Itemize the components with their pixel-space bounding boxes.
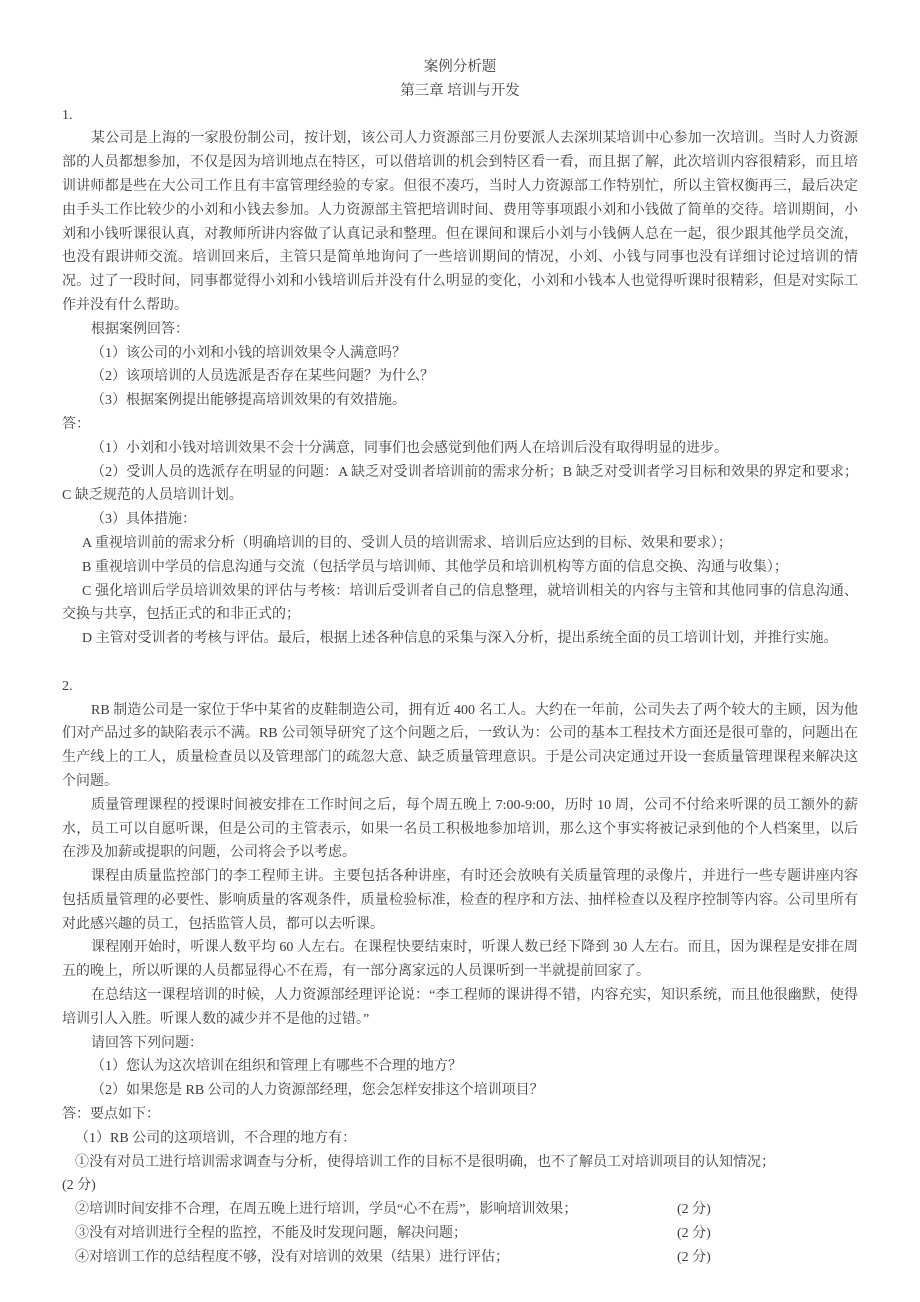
case1-answer-3: （3）具体措施： (91, 512, 196, 528)
case2-question-1: （1）您认为这次培训在组织和管理上有哪些不合理的地方？ (91, 1059, 462, 1075)
case1-answer-2: （2）受训人员的选派存在明显的问题：A 缺乏对受训者培训前的需求分析；B 缺乏对受训者学习目标和效果的界定和要求；C 缺乏规范的人员培训计划。 (62, 464, 858, 504)
case2-point-3-text: ③没有对培训进行全程的监控，不能及时发现问题，解决问题； (75, 1226, 467, 1242)
case2-paragraph-3: 课程由质量监控部门的李工程师主讲。主要包括各种讲座，有时还会放映有关质量管理的录像片，并进行一些专题讲座内容包括质量管理的必要性、影响质量的客观条件，质量检验标准，检查的程序和方法、抽样检查以及程序控制等内容。公司里所有对此感兴趣的员工，包括监管人员，都可以去听课。 (62, 869, 858, 932)
case2-answer-intro: （1）RB 公司的这项培训，不合理的地方有： (75, 1130, 357, 1146)
case1-measure-b: B 重视培训中学员的信息沟通与交流（包括学员与培训师、其他学员和培训机构等方面的信息交换、沟通与收集）； (82, 559, 788, 575)
case2-point-2 (62, 1198, 858, 1222)
case2-point-1-text: ①没有对员工进行培训需求调查与分析，使得培训工作的目标不是很明确，也不了解员工对培训项目的认知情况； (75, 1154, 775, 1170)
case1-question-1: （1）该公司的小刘和小钱的培训效果令人满意吗？ (91, 345, 406, 361)
case2-paragraph-1: RB 制造公司是一家位于华中某省的皮鞋制造公司，拥有近 400 名工人。大约在一年前，公司失去了两个较大的主顾，因为他们对产品过多的缺陷表示不满。RB 公司领导研究了这个问题之后，一致认为：公司的基本工程技术方面还是很可靠的，问题出在生产线上的工人，质量检查员以及管理部门的疏忽大意、缺乏质量管理意识。于是公司决定通过开设一套质量管理课程来解决这个问题。 (62, 702, 858, 789)
case1-answer-1: （1）小刘和小钱对培训效果不会十分满意，同事们也会感觉到他们两人在培训后没有取得明显的进步。 (91, 440, 728, 456)
case1-question-2: （2）该项培训的人员选派是否存在某些问题？为什么？ (91, 369, 434, 385)
chapter-title: 第三章 培训与开发 (400, 82, 520, 99)
case2-point-4 (62, 1246, 858, 1270)
case1-measure-a: A 重视培训前的需求分析（明确培训的目的、受训人员的培训需求、培训后应达到的目标、效果和要求）； (82, 535, 732, 551)
case2-point-3-score: (2 分) (677, 1226, 711, 1242)
case2-point-4-score: (2 分) (677, 1249, 711, 1265)
case2-point-2-text: ②培训时间安排不合理，在周五晚上进行培训，学员“心不在焉”，影响培训效果； (75, 1202, 578, 1218)
case2-paragraph-4: 课程刚开始时，听课人数平均 60 人左右。在课程快要结束时，听课人数已经下降到 30 人左右。而且，因为课程是安排在周五的晚上，所以听课的人员都显得心不在焉，有一部分离家远的人员课听到一半就提前回家了。 (62, 940, 858, 980)
blank-line-separator (62, 651, 858, 675)
case1-prompt: 根据案例回答： (91, 321, 189, 337)
case2-question-2: （2）如果您是 RB 公司的人力资源部经理，您会怎样安排这个培训项目？ (91, 1083, 544, 1099)
case1-answer-label: 答： (62, 416, 90, 432)
case2-prompt: 请回答下列问题： (91, 1035, 203, 1051)
case2-point-3 (62, 1222, 858, 1246)
case2-point-1-score: (2 分) (62, 1178, 96, 1194)
case2-answer-label: 答：要点如下： (62, 1107, 160, 1123)
case2-point-4-text: ④对培训工作的总结程度不够，没有对培训的效果（结果）进行评估； (75, 1249, 509, 1265)
document-title: 案例分析题 (423, 59, 497, 75)
case2-point-2-score: (2 分) (677, 1202, 711, 1218)
case2-paragraph-2: 质量管理课程的授课时间被安排在工作时间之后，每个周五晚上 7:00-9:00，历时 10 周，公司不付给来听课的员工额外的薪水，员工可以自愿听课，但是公司的主管表示，如果一名员工积极地参加培训，那么这个事实将被记录到他的个人档案里，以后在涉及加薪或提职的问题，公司将会予以考虑。 (62, 797, 858, 861)
case2-paragraph-5: 在总结这一课程培训的时候，人力资源部经理评论说：“李工程师的课讲得不错，内容充实，知识系统，而且他很幽默，使得培训引人入胜。听课人数的减少并不是他的过错。” (62, 988, 858, 1027)
case2-number: 2. (62, 678, 73, 694)
case1-measure-c: C 强化培训后学员培训效果的评估与考核：培训后受训者自己的信息整理，就培训相关的内容与主管和其他同事的信息沟通、交换与共享，包括正式的和非正式的； (62, 583, 858, 623)
case1-number: 1. (62, 107, 73, 123)
case1-measure-d: D 主管对受训者的考核与评估。最后，根据上述各种信息的采集与深入分析，提出系统全面的员工培训计划，并推行实施。 (82, 631, 838, 647)
case1-intro-paragraph: 某公司是上海的一家股份制公司，按计划，该公司人力资源部三月份要派人去深圳某培训中心参加一次培训。当时人力资源部的人员都想参加，不仅是因为培训地点在特区，可以借培训的机会到特区看一看，而且据了解，此次培训内容很精彩，而且培训讲师都是些在大公司工作且有丰富管理经验的专家。但很不凑巧，当时人力资源部工作特别忙，所以主管权衡再三，最后决定由手头工作比较少的小刘和小钱去参加。人力资源部主管把培训时间、费用等事项跟小刘和小钱做了简单的交待。培训期间，小刘和小钱听课很认真，对教师所讲内容做了认真记录和整理。但在课间和课后小刘与小钱俩人总在一起，很少跟其他学员交流，也没有跟讲师交流。培训回来后，主管只是简单地询问了一些培训期间的情况，小刘、小钱与同事也没有详细讨论过培训的情况。过了一段时间，同事都觉得小刘和小钱培训后并没有什么明显的变化，小刘和小钱本人也觉得听课时很精彩，但是对实际工作并没有什么帮助。 (62, 131, 858, 313)
case1-question-3: （3）根据案例提出能够提高培训效果的有效措施。 (91, 393, 406, 409)
